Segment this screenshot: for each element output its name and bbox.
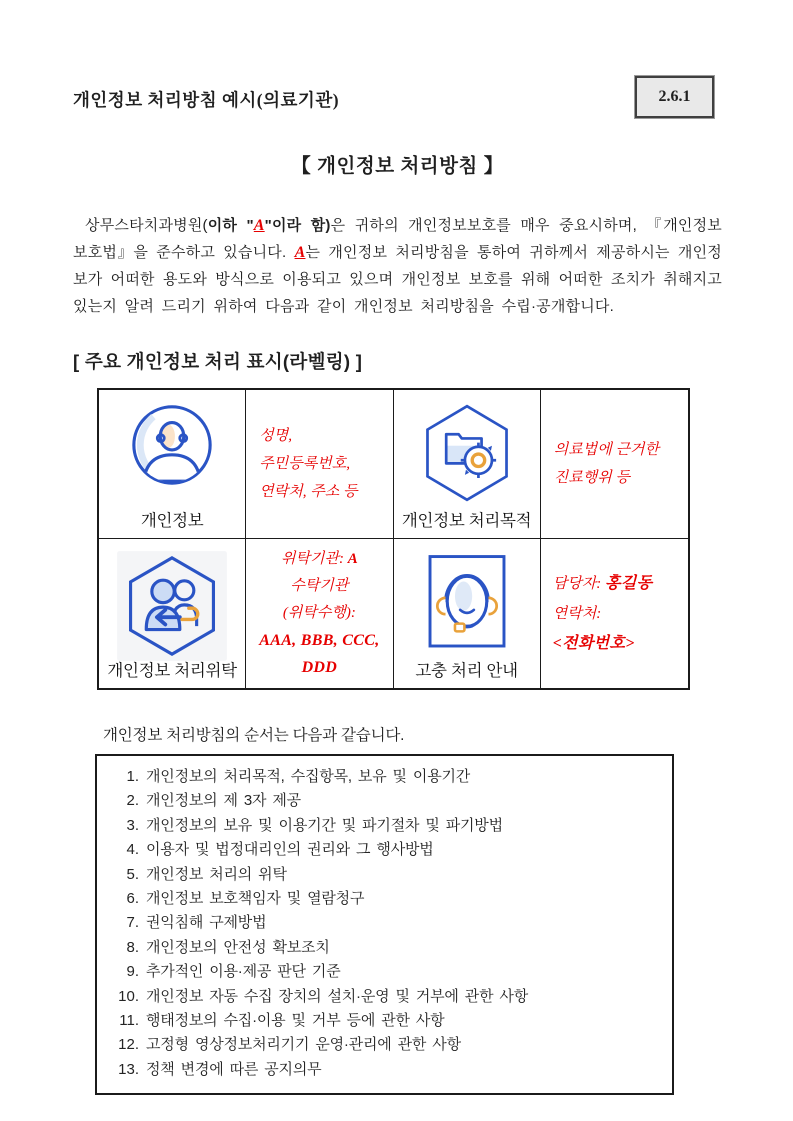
toc-item-text: 개인정보의 안전성 확보조치 [146, 938, 330, 956]
cell-outsourcing-detail [246, 539, 393, 688]
toc-item [109, 838, 664, 862]
cell-processing-outsourcing [99, 539, 246, 688]
toc-item-text: 행태정보의 수집·이용 및 거부 등에 관한 사항 [146, 1012, 445, 1030]
toc-item [109, 887, 664, 911]
cell-purpose-detail [541, 390, 688, 539]
desc-line [250, 546, 388, 573]
cell-processing-purpose [394, 390, 541, 539]
toc-item-number: 10. [118, 987, 139, 1005]
toc-item [109, 814, 664, 838]
cell-label-grievance-guide: 고충 처리 안내 [415, 662, 518, 680]
intro-seg5: 는 개인정보 처리방침을 통하여 귀하께서 제공하시는 개인정보가 어떠한 용도와 방식으로 이용되고 있으며 개인정보 보호를 위해 어떠한 조치가 취해지고 있는지 알려 드리기 위하여 다음과 같이 개인정보 처리방침을 수립·공개합니다. [73, 244, 722, 315]
toc-item-text: 개인정보 자동 수집 장치의 설치·운영 및 거부에 관한 사항 [146, 987, 529, 1005]
desc-bold: A [347, 551, 358, 567]
toc-item-number: 7. [126, 914, 139, 932]
desc-line: 수탁기관 [290, 578, 349, 594]
desc-line: (위탁수행): [282, 605, 356, 621]
toc-item-number: 6. [126, 890, 139, 908]
toc-intro-text: 개인정보 처리방침의 순서는 다음과 같습니다. [103, 727, 405, 744]
intro-paragraph [73, 212, 722, 320]
version-badge: 2.6.1 [635, 76, 714, 118]
desc-line: <전화번호> [552, 634, 635, 652]
toc-box [95, 754, 674, 1095]
toc-item-text: 개인정보 보호책임자 및 열람청구 [146, 890, 365, 908]
desc-prefix: 위탁기관: [281, 551, 348, 567]
toc-item-text: 고정형 영상정보처리기기 운영·관리에 관한 사항 [146, 1036, 461, 1054]
toc-item-number: 5. [126, 865, 139, 883]
cell-label-processing-outsourcing: 개인정보 처리위탁 [107, 662, 237, 680]
toc-item-number: 8. [126, 938, 139, 956]
toc-item-text: 권익침해 구제방법 [146, 914, 267, 932]
cell-label-personal-info: 개인정보 [140, 512, 204, 530]
desc-line: DDD [301, 659, 338, 676]
people-transfer-hexagon-icon [116, 550, 228, 662]
toc-item [109, 1058, 664, 1082]
doc-type-label: 개인정보 처리방침 예시(의료기관) [73, 90, 340, 110]
toc-item [109, 936, 664, 960]
desc-line: 성명, [259, 428, 292, 444]
cell-personal-info [99, 390, 246, 539]
cell-label-processing-purpose: 개인정보 처리목적 [401, 512, 532, 530]
intro-seg1: 상무스타치과병원( [85, 217, 208, 234]
toc-item-text: 개인정보의 보유 및 이용기간 및 파기절차 및 파기방법 [146, 816, 503, 834]
intro-seg2-bold: 이하 " [207, 217, 254, 234]
desc-bold: 홍길동 [604, 574, 653, 592]
toc-item-number: 13. [118, 1060, 139, 1078]
entity-a-ref: A [253, 217, 265, 234]
cell-personal-info-items [246, 390, 393, 539]
toc-item [109, 960, 664, 984]
toc-item-text: 개인정보 처리의 위탁 [146, 865, 287, 883]
desc-line: 진료행위 등 [553, 470, 630, 486]
toc-item [109, 985, 664, 1009]
desc-line: AAA, BBB, CCC, [259, 632, 380, 649]
toc-item [109, 789, 664, 813]
desc-line: 연락처, 주소 등 [259, 484, 358, 500]
toc-item-number: 12. [118, 1036, 139, 1054]
toc-item-text: 정책 변경에 따른 공지의무 [146, 1060, 322, 1078]
person-circle-icon [128, 401, 216, 489]
header [73, 0, 722, 118]
intro-seg3-bold: "이라 함) [264, 217, 331, 234]
desc-line: 주민등록번호, [259, 456, 350, 472]
toc-item-text: 개인정보의 처리목적, 수집항목, 보유 및 이용기간 [146, 768, 471, 785]
intro-seg4: 은 귀하의 개인정보보호를 매우 중요시하며, 『개인정보 보호법』을 준수하고 있습니다. [73, 217, 722, 261]
toc-item-number: 3. [126, 816, 139, 834]
toc-item-number: 9. [126, 963, 139, 981]
toc-item-text: 개인정보의 제 3자 제공 [146, 792, 301, 810]
toc-item [109, 911, 664, 935]
cell-grievance-guide [394, 539, 541, 688]
entity-a-ref-2: A [294, 244, 306, 261]
folder-process-hexagon-icon [415, 401, 519, 505]
desc-prefix: 담당자: [552, 575, 605, 592]
labeling-section-heading: [ 주요 개인정보 처리 표시(라벨링) ] [73, 351, 363, 372]
desc-line: 연락처: [552, 605, 602, 622]
desc-line [553, 569, 688, 599]
desc-line: 의료법에 근거한 [553, 442, 659, 458]
toc-item [109, 863, 664, 887]
toc-item-number: 4. [126, 841, 139, 859]
toc-item [109, 765, 664, 789]
toc-item-number: 2. [126, 792, 139, 810]
toc-item-number: 11. [119, 1012, 139, 1030]
headset-agent-icon [424, 553, 510, 653]
toc-item-text: 이용자 및 법정대리인의 권리와 그 행사방법 [146, 841, 434, 859]
labeling-table [97, 388, 690, 690]
toc-item-text: 추가적인 이용·제공 판단 기준 [146, 963, 341, 981]
toc-item-number: 1. [126, 768, 139, 785]
toc-item [109, 1033, 664, 1057]
toc-item [109, 1009, 664, 1033]
page-title: 【 개인정보 처리방침 】 [291, 155, 504, 177]
cell-grievance-contact [541, 539, 688, 688]
